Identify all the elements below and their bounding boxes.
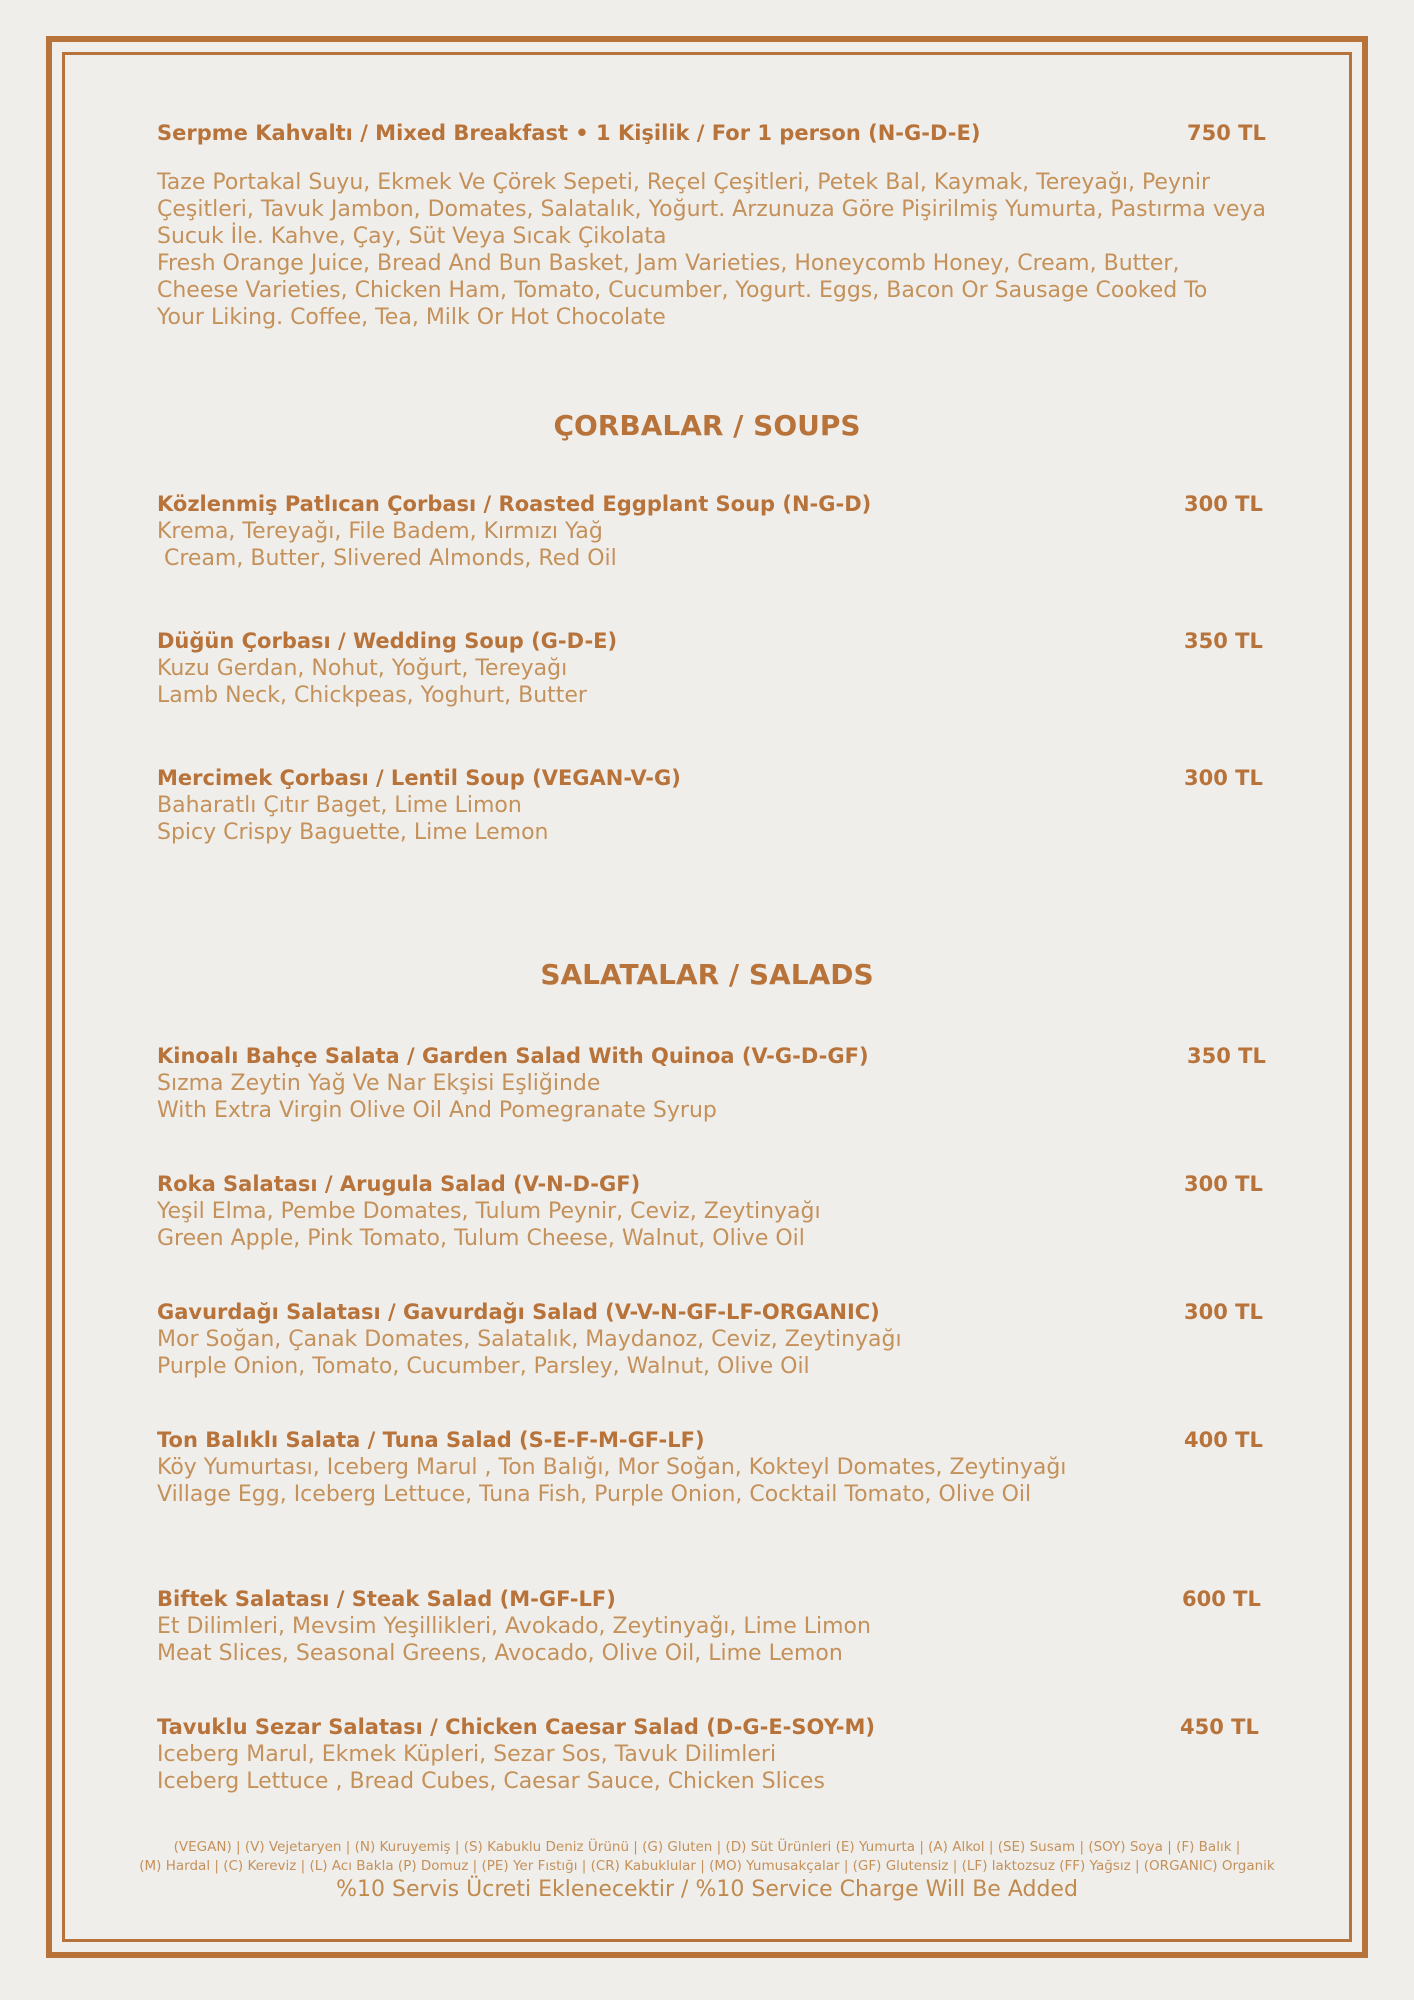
item-desc-line: Baharatlı Çıtır Baget, Lime Limon xyxy=(157,793,522,818)
allergen-legend-line-1: (VEGAN) | (V) Vejetaryen | (N) Kuruyemiş | (S) Kabuklu Deniz Ürünü | (G) Gluten | (D) Süt Ürünleri (E) Yumurta | (A) Alkol | (SE) Susam | (SOY) Soya | (F) Balık | xyxy=(173,1839,1241,1855)
item-desc-line: Meat Slices, Seasonal Greens, Avocado, Olive Oil, Lime Lemon xyxy=(157,1641,843,1666)
allergen-legend-line-2: (M) Hardal | (C) Kereviz | (L) Acı Bakla (P) Domuz | (PE) Yer Fıstığı | (CR) Kabuklular | (MO) Yumusakçalar | (GF) Glutensiz | (LF) laktozsuz (FF) Yağsız | (ORGANIC) Organik xyxy=(139,1858,1275,1874)
menu-item-steak-salad xyxy=(157,1585,1261,1667)
menu-item-chicken-caesar-salad xyxy=(157,1713,1257,1795)
menu-item-wedding-soup xyxy=(157,627,1263,709)
menu-item-gavurdagi-salad xyxy=(157,1298,1263,1380)
item-desc-line: Lamb Neck, Chickpeas, Yoghurt, Butter xyxy=(157,683,587,708)
item-price: 350 TL xyxy=(1187,1044,1266,1068)
item-title: Gavurdağı Salatası / Gavurdağı Salad (V-V-N-GF-LF-ORGANIC) xyxy=(157,1300,880,1324)
item-desc-line: Cheese Varieties, Chicken Ham, Tomato, Cucumber, Yogurt. Eggs, Bacon Or Sausage Cooked To xyxy=(157,278,1208,303)
item-desc-line: Köy Yumurtası, Iceberg Marul , Ton Balığı, Mor Soğan, Kokteyl Domates, Zeytinyağı xyxy=(157,1455,1067,1480)
item-price: 350 TL xyxy=(1184,629,1263,653)
item-desc-line: Spicy Crispy Baguette, Lime Lemon xyxy=(157,820,549,845)
item-desc-line: Purple Onion, Tomato, Cucumber, Parsley, Walnut, Olive Oil xyxy=(157,1354,810,1379)
menu-item-garden-salad xyxy=(157,1042,1266,1124)
item-title: Közlenmiş Patlıcan Çorbası / Roasted Eggplant Soup (N-G-D) xyxy=(157,492,872,516)
item-desc-line: Yeşil Elma, Pembe Domates, Tulum Peynir, Ceviz, Zeytinyağı xyxy=(157,1199,821,1224)
item-price: 300 TL xyxy=(1184,766,1263,790)
item-desc-line: Cream, Butter, Slivered Almonds, Red Oil xyxy=(157,546,617,571)
item-desc-line: Mor Soğan, Çanak Domates, Salatalık, Maydanoz, Ceviz, Zeytinyağı xyxy=(157,1327,902,1352)
item-desc-line: Çeşitleri, Tavuk Jambon, Domates, Salatalık, Yoğurt. Arzunuza Göre Pişirilmiş Yumurta, Pastırma veya xyxy=(157,197,1266,222)
item-desc-line: Fresh Orange Juice, Bread And Bun Basket, Jam Varieties, Honeycomb Honey, Cream, Butter, xyxy=(157,251,1180,276)
section-heading-salads: SALATALAR / SALADS xyxy=(540,958,874,991)
item-price: 300 TL xyxy=(1184,1172,1263,1196)
item-price: 600 TL xyxy=(1182,1587,1261,1611)
item-desc-line: Et Dilimleri, Mevsim Yeşillikleri, Avokado, Zeytinyağı, Lime Limon xyxy=(157,1614,871,1639)
item-desc-line: Kuzu Gerdan, Nohut, Yoğurt, Tereyağı xyxy=(157,656,568,681)
item-price: 300 TL xyxy=(1184,492,1263,516)
item-title: Tavuklu Sezar Salatası / Chicken Caesar Salad (D-G-E-SOY-M) xyxy=(157,1715,875,1739)
item-title: Biftek Salatası / Steak Salad (M-GF-LF) xyxy=(157,1587,616,1611)
item-desc-line: Krema, Tereyağı, File Badem, Kırmızı Yağ xyxy=(157,519,603,544)
menu-item-mixed-breakfast xyxy=(157,119,1266,331)
service-charge-note: %10 Servis Ücreti Eklenecektir / %10 Service Charge Will Be Added xyxy=(336,1877,1078,1902)
item-title: Kinoalı Bahçe Salata / Garden Salad With Quinoa (V-G-D-GF) xyxy=(157,1044,869,1068)
menu-item-eggplant-soup xyxy=(157,490,1263,572)
item-desc-line: Sucuk İle. Kahve, Çay, Süt Veya Sıcak Çikolata xyxy=(157,224,667,249)
menu-item-lentil-soup xyxy=(157,764,1263,846)
item-desc-line: Taze Portakal Suyu, Ekmek Ve Çörek Sepeti, Reçel Çeşitleri, Petek Bal, Kaymak, Tereyağı, Peynir xyxy=(157,170,1211,195)
item-price: 300 TL xyxy=(1184,1300,1263,1324)
item-desc-line: Village Egg, Iceberg Lettuce, Tuna Fish, Purple Onion, Cocktail Tomato, Olive Oil xyxy=(157,1482,1032,1507)
item-title: Mercimek Çorbası / Lentil Soup (VEGAN-V-G) xyxy=(157,766,681,790)
item-price: 750 TL xyxy=(1187,121,1266,145)
menu-item-tuna-salad xyxy=(157,1426,1263,1508)
item-title: Ton Balıklı Salata / Tuna Salad (S-E-F-M-GF-LF) xyxy=(157,1428,705,1452)
item-title: Düğün Çorbası / Wedding Soup (G-D-E) xyxy=(157,629,618,653)
item-desc-line: Your Liking. Coffee, Tea, Milk Or Hot Chocolate xyxy=(157,305,666,330)
item-title: Serpme Kahvaltı / Mixed Breakfast • 1 Kişilik / For 1 person (N-G-D-E) xyxy=(157,121,981,145)
section-heading-soups: ÇORBALAR / SOUPS xyxy=(553,409,861,442)
item-desc-line: Iceberg Marul, Ekmek Küpleri, Sezar Sos, Tavuk Dilimleri xyxy=(157,1742,777,1767)
item-desc-line: Green Apple, Pink Tomato, Tulum Cheese, Walnut, Olive Oil xyxy=(157,1226,805,1251)
menu-item-arugula-salad xyxy=(157,1170,1263,1252)
item-title: Roka Salatası / Arugula Salad (V-N-D-GF) xyxy=(157,1172,641,1196)
item-price: 450 TL xyxy=(1180,1715,1259,1739)
item-desc-line: Iceberg Lettuce , Bread Cubes, Caesar Sauce, Chicken Slices xyxy=(157,1769,825,1794)
item-price: 400 TL xyxy=(1184,1428,1263,1452)
item-desc-line: Sızma Zeytin Yağ Ve Nar Ekşisi Eşliğinde xyxy=(157,1071,601,1096)
item-desc-line: With Extra Virgin Olive Oil And Pomegranate Syrup xyxy=(157,1098,717,1123)
